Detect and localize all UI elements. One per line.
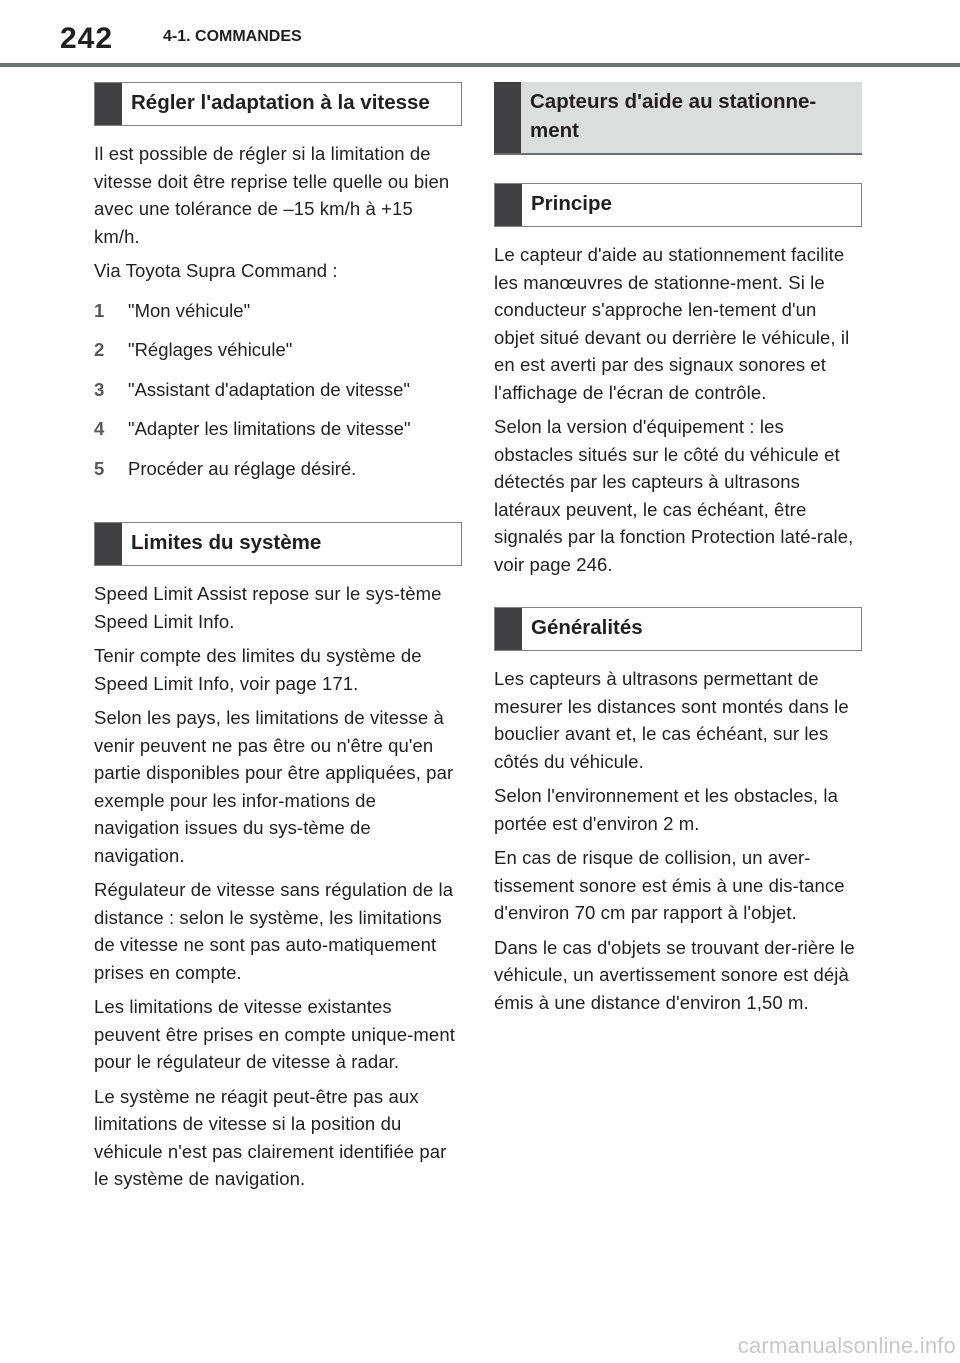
steps-list: [94, 297, 462, 483]
paragraph: Dans le cas d'objets se trouvant der-rière le véhicule, un avertissement sonore est déjà émis à une distance d'environ 1,50 m.: [494, 936, 855, 1013]
page-number: 242: [60, 22, 114, 55]
paragraph: Le capteur d'aide au stationnement facilite les manœuvres de stationne-ment. Si le conducteur s'approche len-tement d'un objet situé devant ou derrière le véhicule, il en est averti par des signaux sonores et l'affichage de l'écran de contrôle.: [494, 244, 850, 403]
step-text: Procéder au réglage désiré.: [128, 457, 357, 479]
section-heading-system-limits: [94, 522, 462, 566]
step-item: [94, 455, 462, 483]
paragraph: Selon l'environnement et les obstacles, la portée est d'environ 2 m.: [494, 785, 839, 834]
paragraph: Les limitations de vitesse existantes peuvent être prises en compte unique-ment pour le régulateur de vitesse à radar.: [94, 996, 455, 1072]
step-number: 5: [94, 457, 105, 479]
paragraph: En cas de risque de collision, un aver-tissement sonore est émis à une dis-tance d'environ 70 cm par rapport à l'objet.: [494, 847, 845, 923]
step-number: 4: [94, 418, 105, 439]
step-number: 2: [94, 339, 105, 360]
paragraph: Il est possible de régler si la limitation de vitesse doit être reprise telle quelle ou bien avec une tolérance de –15 km/h à +15 km/h.: [94, 143, 450, 247]
step-item: [94, 376, 462, 404]
watermark: carmanualsonline.info: [737, 1333, 956, 1358]
heading-title: Capteurs d'aide au stationne-ment: [530, 90, 817, 142]
chapter-title: 4-1. COMMANDES: [163, 28, 302, 45]
step-item: [94, 336, 462, 364]
heading-title: Généralités: [531, 616, 643, 639]
heading-title: Principe: [531, 192, 612, 215]
paragraph: Selon la version d'équipement : les obstacles situés sur le côté du véhicule et détectés par les capteurs à ultrasons latéraux peuvent, le cas échéant, être signalés par la fonction Protection laté-rale, voir page 246.: [494, 416, 854, 575]
paragraph: Selon les pays, les limitations de vitesse à venir peuvent ne pas être ou n'être qu'en partie disponibles pour être appliquées, par exemple pour les infor-mations de navigation issues du sys-tème de navigation.: [94, 707, 454, 866]
heading-title: Régler l'adaptation à la vitesse: [131, 91, 430, 114]
header-rule: [0, 63, 960, 67]
paragraph: Via Toyota Supra Command :: [94, 260, 338, 281]
paragraph: Tenir compte des limites du système de Speed Limit Info, voir page 171.: [94, 645, 422, 694]
left-column: [94, 82, 462, 1200]
subheading-principe: [494, 183, 862, 227]
step-text: "Assistant d'adaptation de vitesse": [128, 378, 410, 400]
paragraph: Speed Limit Assist repose sur le sys-tème Speed Limit Info.: [94, 583, 442, 632]
paragraph: Régulateur de vitesse sans régulation de la distance : selon le système, les limitations de vitesse ne sont pas auto-matiquement prises en compte.: [94, 879, 454, 983]
heading-title: Limites du système: [131, 531, 322, 554]
step-text: "Réglages véhicule": [128, 339, 293, 360]
step-item: [94, 297, 462, 325]
step-text: "Mon véhicule": [128, 299, 251, 321]
paragraph: Les capteurs à ultrasons permettant de mesurer les distances sont montés dans le bouclier avant et, le cas échéant, sur les côtés du véhicule.: [494, 668, 849, 772]
paragraph: Le système ne réagit peut-être pas aux limitations de vitesse si la position du véhicule n'est pas clairement identifiée par le système de navigation.: [94, 1085, 447, 1189]
subheading-generalites: [494, 607, 862, 651]
step-number: 3: [94, 378, 105, 400]
section-heading-parking-sensors: [494, 82, 862, 155]
step-text: "Adapter les limitations de vitesse": [128, 418, 411, 439]
page-header: [0, 0, 960, 70]
step-item: [94, 415, 462, 443]
step-number: 1: [94, 299, 105, 321]
right-column: [494, 82, 862, 1023]
section-heading-speed-adaptation: [94, 82, 462, 126]
